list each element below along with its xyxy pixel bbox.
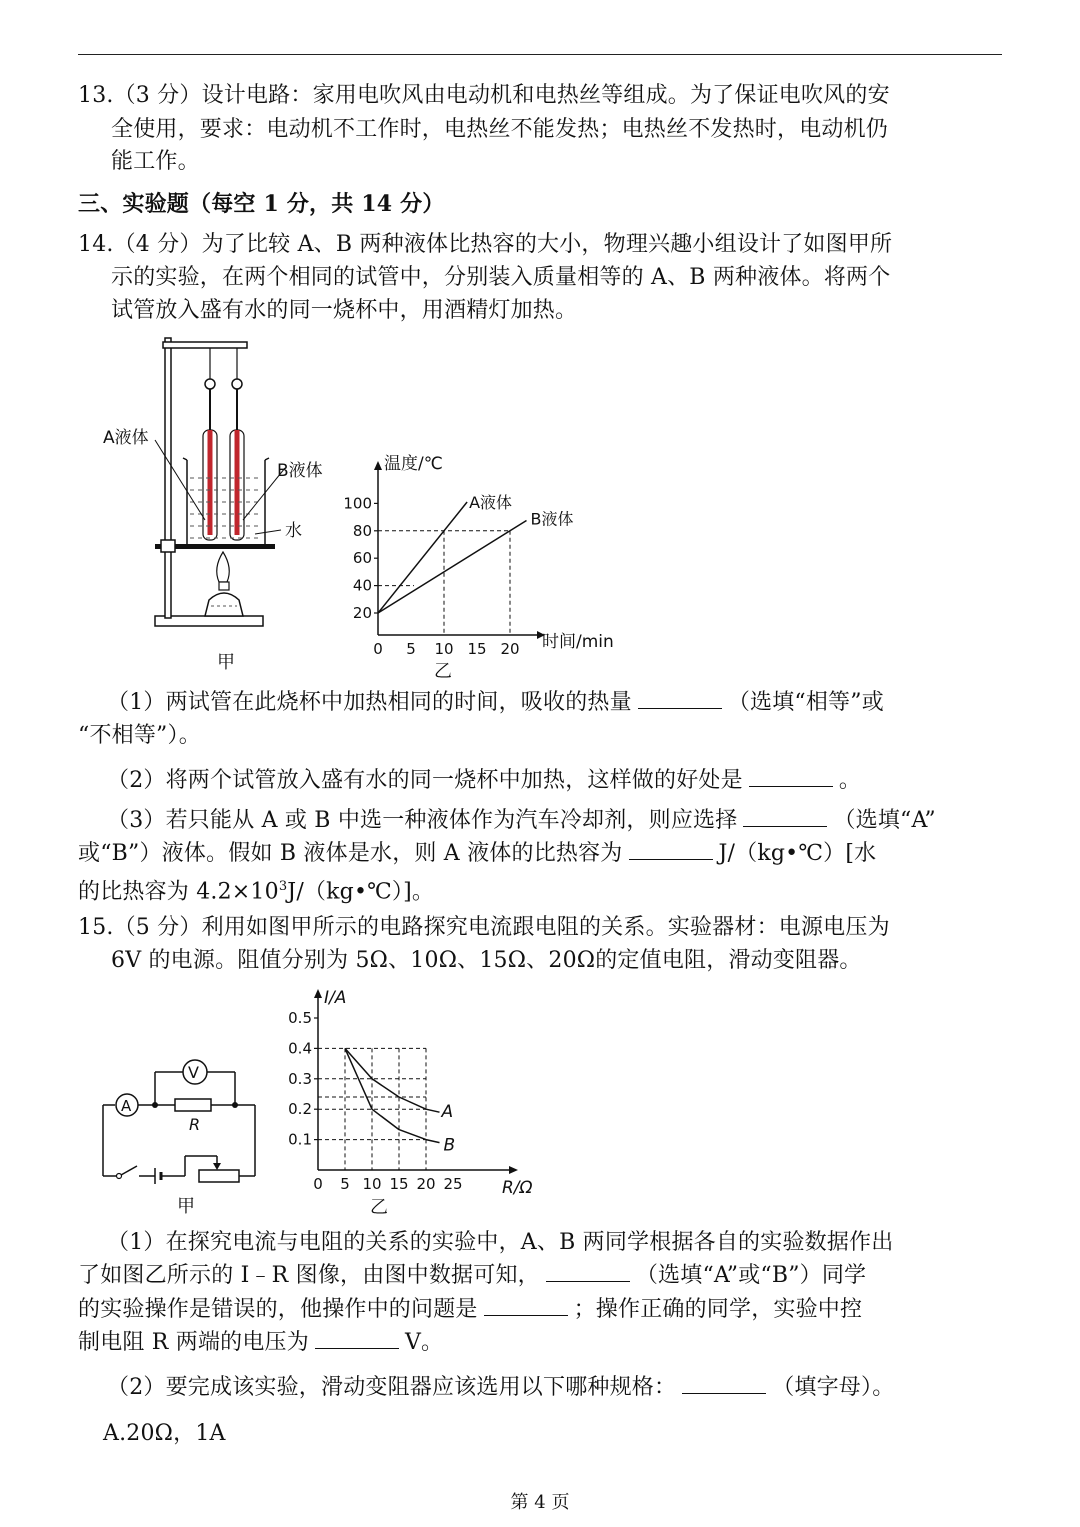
chart1-ytick-label: 80 — [352, 521, 372, 540]
chart2-xtick-label: 15 — [389, 1175, 409, 1193]
q14-blank-1[interactable] — [638, 688, 722, 709]
chart1-xtick-label: 5 — [406, 640, 416, 658]
page-number: 第 4 页 — [510, 1492, 570, 1513]
q14-p1-tail: （选填“相等”或 — [727, 690, 884, 715]
q13-line3: 能工作。 — [111, 149, 200, 174]
chart2-xlabel: R/Ω — [502, 1178, 533, 1198]
q15-ir-chart — [280, 985, 560, 1225]
q15-p1f-text: 制电阻 R 两端的电压为 — [78, 1330, 309, 1355]
chart1-series-a-label: A液体 — [469, 493, 513, 513]
q15-p1e-text: ；操作正确的同学，实验中控 — [573, 1297, 863, 1322]
q15-blank-3[interactable] — [315, 1328, 399, 1349]
fig-caption-jia: 甲 — [217, 652, 235, 673]
label-water: 水 — [285, 521, 302, 541]
q15-p1b-text: 了如图乙所示的 I﹣R 图像，由图中数据可知， — [78, 1263, 540, 1288]
chart2-xtick-label: 10 — [362, 1175, 382, 1193]
chart1-xlabel: 时间/min — [542, 632, 614, 652]
chart2-xtick-label: 0 — [313, 1175, 323, 1193]
q15-p1b — [78, 1260, 866, 1292]
ammeter-label: A — [121, 1097, 132, 1115]
q15-p2-text: （2）要完成该实验，滑动变阻器应该选用以下哪种规格： — [107, 1375, 677, 1400]
q14-p1c: “不相等”）。 — [78, 723, 201, 748]
chart1-xtick-label: 10 — [434, 640, 454, 658]
q14-p3 — [107, 805, 936, 837]
q14-p3e — [78, 871, 434, 908]
chart1-caption: 乙 — [434, 661, 452, 682]
q15-blank-4[interactable] — [682, 1373, 766, 1394]
q14-line3: 试管放入盛有水的同一烧杯中，用酒精灯加热。 — [111, 298, 578, 323]
q15-p1d-text: 的实验操作是错误的，他操作中的问题是 — [78, 1297, 478, 1322]
q14-p1 — [107, 687, 884, 719]
chart1-series-b-line — [378, 521, 527, 613]
q15-p1c-text: （选填“A”或“B”）同学 — [635, 1263, 867, 1288]
chart1-ytick-label: 20 — [352, 604, 372, 622]
q15-p1a: （1）在探究电流与电阻的关系的实验中，A、B 两同学根据各自的实验数据作出 — [107, 1230, 894, 1255]
chart2-series-b-label: B — [443, 1135, 456, 1156]
chart2-caption: 乙 — [370, 1197, 388, 1218]
q14-blank-4[interactable] — [629, 839, 713, 860]
q14-p3e-sup: 3 — [278, 879, 288, 894]
q14-blank-3[interactable] — [743, 806, 827, 827]
q14-p3f-text: J/（kg•℃）]。 — [287, 879, 435, 905]
q14-p2-text: （2）将两个试管放入盛有水的同一烧杯中加热，这样做的好处是 — [107, 768, 743, 793]
chart2-series-a-label: A — [441, 1102, 454, 1123]
chart2-ytick-label: 0.3 — [288, 1069, 312, 1088]
chart1-ytick-label: 60 — [352, 549, 372, 568]
q15-p2 — [107, 1372, 894, 1404]
q14-apparatus-figure — [95, 330, 355, 680]
chart1-series-a-line — [378, 502, 467, 613]
chart2-xtick-label: 5 — [340, 1175, 350, 1193]
chart1-xtick-label: 15 — [467, 640, 487, 658]
q13-line1: 13.（3 分）设计电路：家用电吹风由电动机和电热丝等组成。为了保证电吹风的安 — [78, 83, 890, 108]
q15-p1f — [78, 1327, 443, 1359]
q14-line2: 示的实验，在两个相同的试管中，分别装入质量相等的 A、B 两种液体。将两个 — [111, 265, 891, 290]
chart2-ytick-label: 0.1 — [288, 1130, 312, 1149]
q14-p3e-text: 的比热容为 4.2×10 — [78, 879, 279, 905]
q15-blank-1[interactable] — [546, 1261, 630, 1282]
chart1-ytick-label: 40 — [352, 576, 372, 595]
chart1-series-b-label: B液体 — [530, 509, 574, 529]
q15-p1g-text: V。 — [404, 1330, 444, 1355]
q14-p3d-text: J/（kg•℃）[水 — [718, 841, 877, 866]
q15-option-a: A.20Ω，1A — [103, 1421, 226, 1446]
chart2-ytick-label: 0.2 — [288, 1100, 312, 1119]
resistor-label: R — [189, 1115, 201, 1134]
q15-line1: 15.（5 分）利用如图甲所示的电路探究电流跟电阻的关系。实验器材：电源电压为 — [78, 915, 890, 940]
q15-circuit-figure — [95, 1048, 265, 1218]
q15-line2: 6V 的电源。阻值分别为 5Ω、10Ω、15Ω、20Ω的定值电阻，滑动变阻器。 — [111, 948, 862, 973]
chart2-ylabel: I/A — [324, 988, 347, 1008]
q14-p3c — [78, 838, 876, 870]
chart2-xtick-label: 25 — [443, 1175, 463, 1193]
q14-line1: 14.（4 分）为了比较 A、B 两种液体比热容的大小，物理兴趣小组设计了如图甲所 — [78, 232, 893, 257]
q14-temperature-chart — [340, 445, 640, 685]
q14-blank-2[interactable] — [749, 766, 833, 787]
chart2-ytick-label: 0.5 — [288, 1009, 312, 1027]
section-title: 三、实验题（每空 1 分，共 14 分） — [78, 191, 445, 217]
header-rule — [78, 54, 1002, 55]
chart1-ytick-label: 100 — [343, 494, 372, 513]
q14-p3c-text: 或“B”）液体。假如 B 液体是水，则 A 液体的比热容为 — [78, 841, 623, 866]
chart2-series-b-curve — [345, 1048, 440, 1142]
label-a-liquid: A液体 — [103, 428, 149, 448]
q14-p1-text: （1）两试管在此烧杯中加热相同的时间，吸收的热量 — [107, 690, 632, 715]
q13-line2: 全使用，要求：电动机不工作时，电热丝不能发热；电热丝不发热时，电动机仍 — [111, 117, 889, 142]
chart1-xtick-label: 20 — [500, 640, 520, 658]
label-b-liquid: B液体 — [277, 461, 323, 481]
chart1-xtick-label: 0 — [373, 640, 383, 658]
q14-p2 — [107, 765, 861, 797]
q15-p2-tail: （填字母）。 — [772, 1375, 895, 1400]
chart1-ylabel: 温度/℃ — [384, 454, 443, 474]
q15-blank-2[interactable] — [484, 1295, 568, 1316]
voltmeter-label: V — [188, 1063, 199, 1082]
chart2-ytick-label: 0.4 — [288, 1039, 312, 1058]
q14-p3-tail: （选填“A” — [833, 808, 936, 833]
q14-p2-tail: 。 — [838, 768, 862, 793]
chart2-xtick-label: 20 — [416, 1175, 436, 1193]
circuit-caption: 甲 — [177, 1196, 195, 1217]
q15-p1d — [78, 1294, 862, 1326]
q14-p3-text: （3）若只能从 A 或 B 中选一种液体作为汽车冷却剂，则应选择 — [107, 808, 738, 833]
